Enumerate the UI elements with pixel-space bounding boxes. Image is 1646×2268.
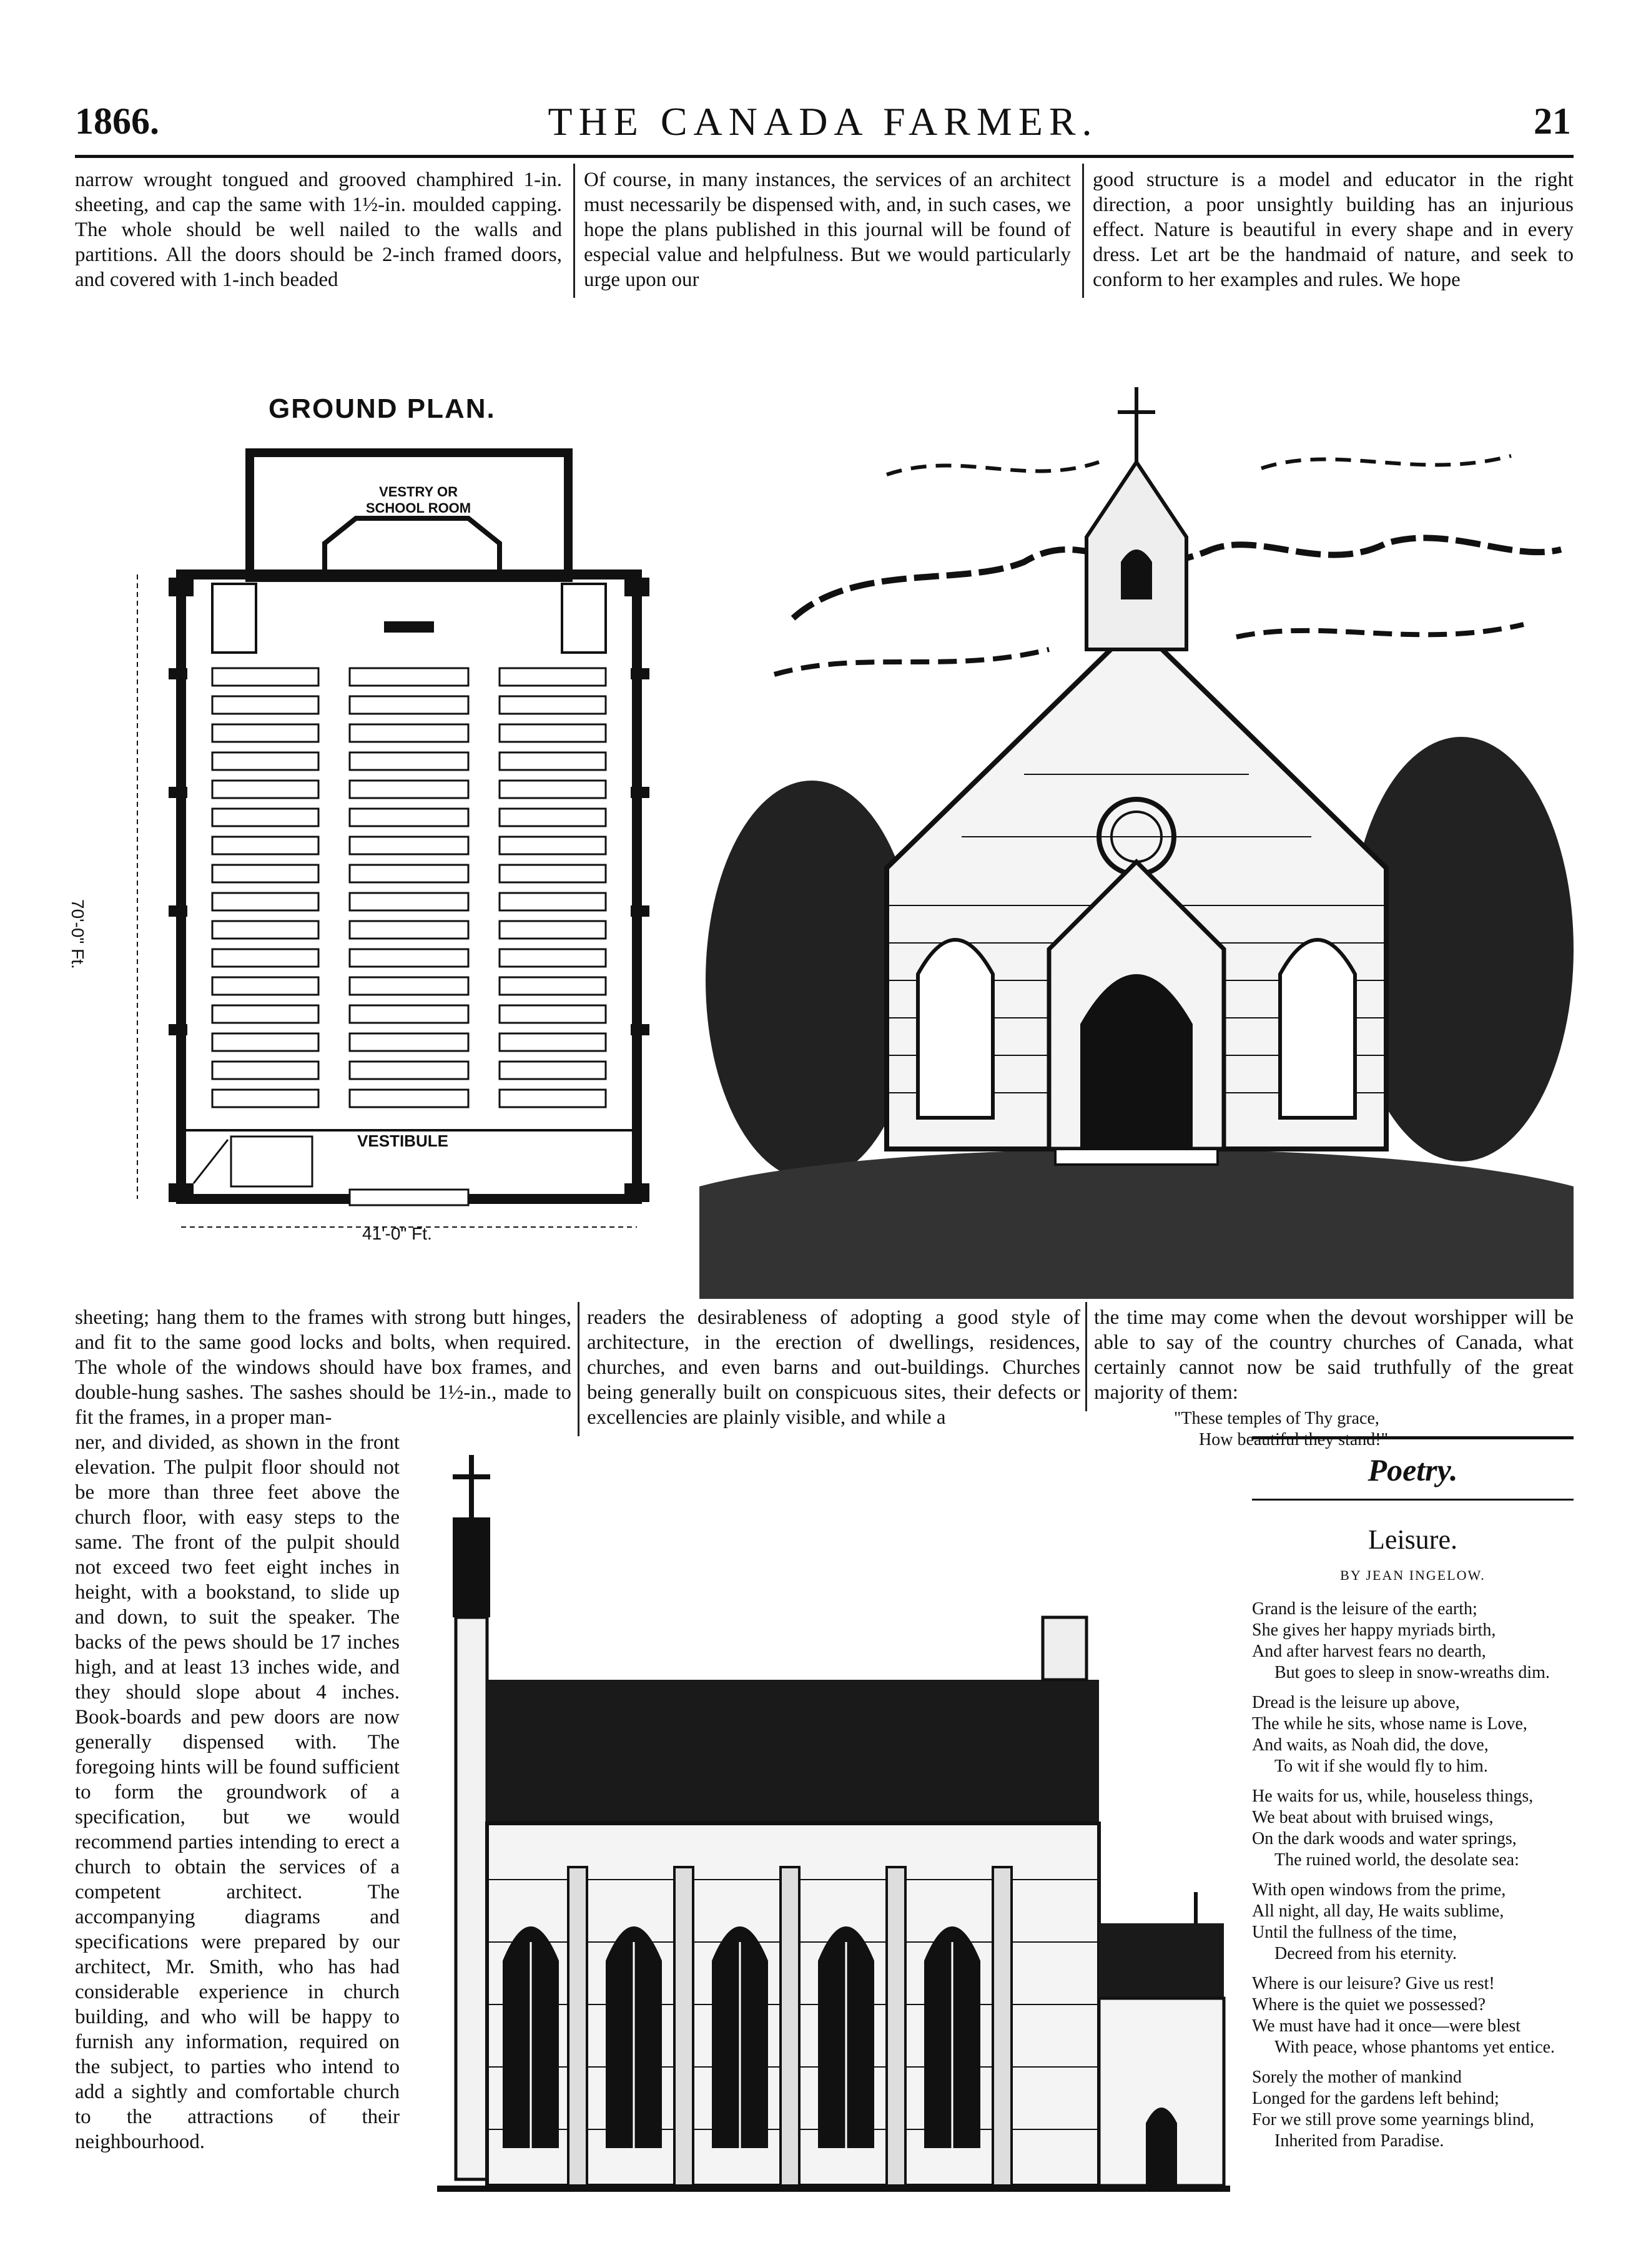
page-number: 21 <box>1534 101 1571 142</box>
ground-plan-drawing <box>119 437 706 1249</box>
column-divider <box>1085 1302 1087 1411</box>
poem-byline: BY JEAN INGELOW. <box>1340 1567 1486 1583</box>
top-column-3: good structure is a model and educator in the right direction, a poor unsightly building has an injurious effect. Nature is beautiful in every shape and in every dress. Let art be the handmaid of nature, and seek to conform to her examples and rules. We hope <box>1093 169 1574 291</box>
header-year: 1866. <box>75 101 159 142</box>
poetry-rule <box>1252 1499 1574 1501</box>
top-column-2: Of course, in many instances, the services of an architect must necessarily be dispensed with, and, in such cases, we hope the plans published in this journal will be found of especial value and helpfulness. But we would particularly urge upon our <box>584 169 1071 291</box>
length-dimension: 70'-0" Ft. <box>68 899 87 969</box>
church-front-elevation-illustration <box>699 325 1574 1299</box>
width-dimension: 41'-0" Ft. <box>362 1224 432 1243</box>
middle-column-2: readers the desirableness of adopting a good style of architecture, in the erection of dwellings, residences, churches, and even barns and out-buildings. Churches being generally built on conspicuous sites, their defects or excellencies are plainly visible, and while a <box>587 1306 1080 1429</box>
top-column-1: narrow wrought tongued and grooved champhired 1-in. sheeting, and cap the same with 1½-in. moulded capping. The whole should be well nailed to the walls and partitions. All the doors should be 2-inch framed doors, and covered with 1-inch beaded <box>75 169 562 291</box>
middle-column-1: sheeting; hang them to the frames with strong butt hinges, and fit to the same good locks and bolts, when required. The whole of the windows should have box frames, and double-hung sashes. The sashes should be 1½-in., made to fit the frames, in a proper man- <box>75 1306 571 1429</box>
middle-column-3: the time may come when the devout worshipper will be able to say of the country churches of Canada, what certainly cannot now be said truthfully of the great majority of them: <box>1094 1306 1574 1404</box>
masthead-title: THE CANADA FARMER. <box>548 99 1098 144</box>
vestry-label: VESTRY OR SCHOOL ROOM <box>365 484 471 516</box>
church-side-elevation-illustration <box>412 1442 1236 2254</box>
poem-stanza: He waits for us, while, houseless things, We beat about with bruised wings, On the dark woods and water springs, The ruined world, the desolate sea: <box>1252 1787 1534 1870</box>
column-divider <box>573 164 575 298</box>
left-column-text: ner, and divided, as shown in the front elevation. The pulpit floor should not be more than three feet above the church floor, with easy steps to the same. The front of the pulpit should not exceed two feet eight inches in height, with a bookstand, to slide up and down, to suit the speaker. The backs of the pews should be 17 inches high, and at least 13 inches wide, and they should slope about 4 inches. Book-boards and pew doors are now generally dispensed with. The foregoing hints will be found sufficient to form the groundwork of a specification, but we would recommend parties intending to erect a church to obtain the services of a competent architect. The accompanying diagrams and specifications were prepared by our architect, Mr. Smith, who has had considerable experience in church building, and who will be happy to furnish any information, required on the subject, to parties who intend to add a sightly and comfortable church to the attractions of their neighbourhood. <box>75 1431 400 2153</box>
poetry-rule <box>1252 1436 1574 1439</box>
poetry-section-title: Poetry. <box>1368 1452 1458 1487</box>
poem-stanza: With open windows from the prime, All night, all day, He waits sublime, Until the fullness of the time, Decreed from his eternity. <box>1252 1880 1506 1963</box>
ground-plan-title: GROUND PLAN. <box>269 393 496 424</box>
poem-stanza: Grand is the leisure of the earth; She gives her happy myriads birth, And after harvest fears no dearth, But goes to sleep in snow-wreaths dim. <box>1252 1599 1550 1682</box>
column-divider <box>1082 164 1084 298</box>
poem-body <box>1252 1599 1577 2161</box>
vestibule-label: VESTIBULE <box>357 1132 448 1150</box>
poem-stanza: Where is our leisure? Give us rest! Where is the quiet we possessed? We must have had it once—were blest With peace, whose phantoms yet entice. <box>1252 1974 1555 2057</box>
poem-stanza: Sorely the mother of mankind Longed for the gardens left behind; For we still prove some yearnings blind, Inherited from Paradise. <box>1252 2068 1534 2151</box>
column-divider <box>578 1302 579 1436</box>
poem-title: Leisure. <box>1368 1524 1457 1555</box>
poem-quote: "These temples of Thy grace, How beautiful they stand!" <box>1174 1409 1389 1449</box>
header-rule <box>75 155 1574 158</box>
poem-stanza: Dread is the leisure up above, The while he sits, whose name is Love, And waits, as Noah did, the dove, To wit if she would fly to him. <box>1252 1693 1527 1776</box>
